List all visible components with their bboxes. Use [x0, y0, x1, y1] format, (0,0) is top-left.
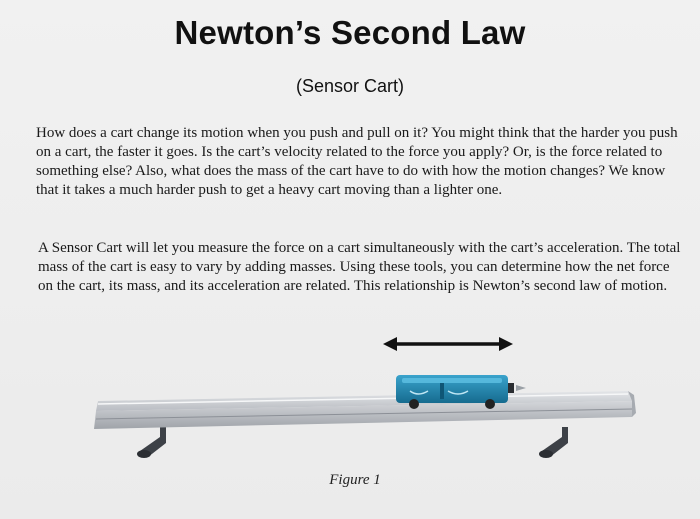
aluminum-track: [94, 391, 636, 429]
page-title: Newton’s Second Law: [174, 14, 526, 51]
paragraph-intro: How does a cart change its motion when you push and pull on it? You might think that the harder you push on a cart, the faster it goes. Is the cart’s velocity related to the force you apply? Or, is the force related to something else? Also, what does the mass of the cart have to do with how the motion changes? We know that it takes a much harder push to get a heavy cart moving than a lighter one.: [36, 125, 678, 198]
track-leg-left: [137, 427, 166, 458]
paragraph-sensor-cart: A Sensor Cart will let you measure the force on a cart simultaneously with the cart’s acceleration. The total mass of the cart is easy to vary by adding masses. Using these tools, you can determine how the net force on the cart, its mass, and its acceleration are related. This relationship is Newton’s second law of motion.: [38, 240, 681, 294]
figure-caption: Figure 1: [329, 472, 381, 488]
page-subtitle: (Sensor Cart): [295, 76, 405, 96]
figure-cart-on-track: [0, 325, 700, 475]
double-headed-arrow-icon: [383, 337, 513, 351]
track-leg-right: [539, 427, 568, 458]
